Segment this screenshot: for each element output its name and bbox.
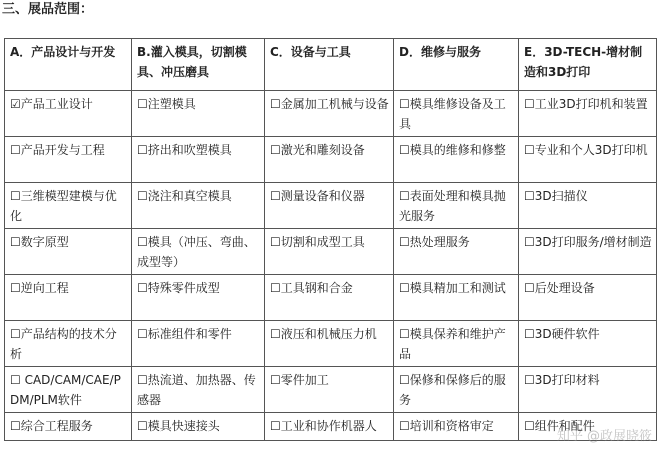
table-row <box>5 275 657 321</box>
table-cell: ☐热流道、加热器、传感器 <box>132 367 265 413</box>
table-cell: ☐3D打印服务/增材制造 <box>519 229 657 275</box>
table-row <box>5 367 657 413</box>
table-cell: ☐标准组件和零件 <box>132 321 265 367</box>
table-row <box>5 183 657 229</box>
table-cell: ☐模具精加工和测试 <box>394 275 519 321</box>
table-cell: ☐切割和成型工具 <box>265 229 394 275</box>
table-header-row <box>5 39 657 91</box>
table-cell: ☐逆向工程 <box>5 275 132 321</box>
table-cell: ☐浇注和真空模具 <box>132 183 265 229</box>
table-cell: ☐挤出和吹塑模具 <box>132 137 265 183</box>
table-cell: ☐ CAD/CAM/CAE/PDM/PLM软件 <box>5 367 132 413</box>
watermark: 知乎 @政展晓筱 <box>556 429 652 444</box>
table-cell: ☐模具保养和维护产品 <box>394 321 519 367</box>
table-cell: ☐特殊零件成型 <box>132 275 265 321</box>
column-header-3d-printing: E．3D-TECH-增材制造和3D打印 <box>519 39 657 91</box>
table-cell: ☑产品工业设计 <box>5 91 132 137</box>
table-cell: ☐测量设备和仪器 <box>265 183 394 229</box>
table-row <box>5 91 657 137</box>
table-cell: ☐工具钢和合金 <box>265 275 394 321</box>
table-cell: ☐工业3D打印机和装置 <box>519 91 657 137</box>
table-cell: ☐后处理设备 <box>519 275 657 321</box>
section-heading: 三、展品范围： <box>2 2 94 17</box>
table-cell: ☐热处理服务 <box>394 229 519 275</box>
table-cell: ☐三维模型建模与优化 <box>5 183 132 229</box>
table-cell: ☐模具快速接头 <box>132 413 265 441</box>
table-cell: ☐保修和保修后的服务 <box>394 367 519 413</box>
table-cell: ☐3D硬件软件 <box>519 321 657 367</box>
table-row <box>5 321 657 367</box>
exhibit-scope-table <box>4 38 657 441</box>
table-cell: ☐培训和资格审定 <box>394 413 519 441</box>
table-cell: ☐数字原型 <box>5 229 132 275</box>
column-header-equipment: C．设备与工具 <box>265 39 394 91</box>
table-cell: ☐金属加工机械与设备 <box>265 91 394 137</box>
table-cell: ☐专业和个人3D打印机 <box>519 137 657 183</box>
column-header-services: D．维修与服务 <box>394 39 519 91</box>
table-cell: ☐组件和配件 <box>519 413 657 441</box>
table-cell: ☐综合工程服务 <box>5 413 132 441</box>
table-cell: ☐产品开发与工程 <box>5 137 132 183</box>
table-cell: ☐模具维修设备及工具 <box>394 91 519 137</box>
table-cell: ☐3D扫描仪 <box>519 183 657 229</box>
column-header-molds: B.灌入模具，切割模具、冲压磨具 <box>132 39 265 91</box>
table-cell: ☐液压和机械压力机 <box>265 321 394 367</box>
table-cell: ☐激光和雕刻设备 <box>265 137 394 183</box>
table-cell: ☐模具（冲压、弯曲、成型等） <box>132 229 265 275</box>
column-header-design: A．产品设计与开发 <box>5 39 132 91</box>
table-cell: ☐3D打印材料 <box>519 367 657 413</box>
table-cell: ☐模具的维修和修整 <box>394 137 519 183</box>
table-cell: ☐表面处理和模具抛光服务 <box>394 183 519 229</box>
table-cell: ☐注塑模具 <box>132 91 265 137</box>
table-row <box>5 137 657 183</box>
table-cell: ☐零件加工 <box>265 367 394 413</box>
table-cell: ☐产品结构的技术分析 <box>5 321 132 367</box>
table-cell: ☐工业和协作机器人 <box>265 413 394 441</box>
table-row <box>5 229 657 275</box>
